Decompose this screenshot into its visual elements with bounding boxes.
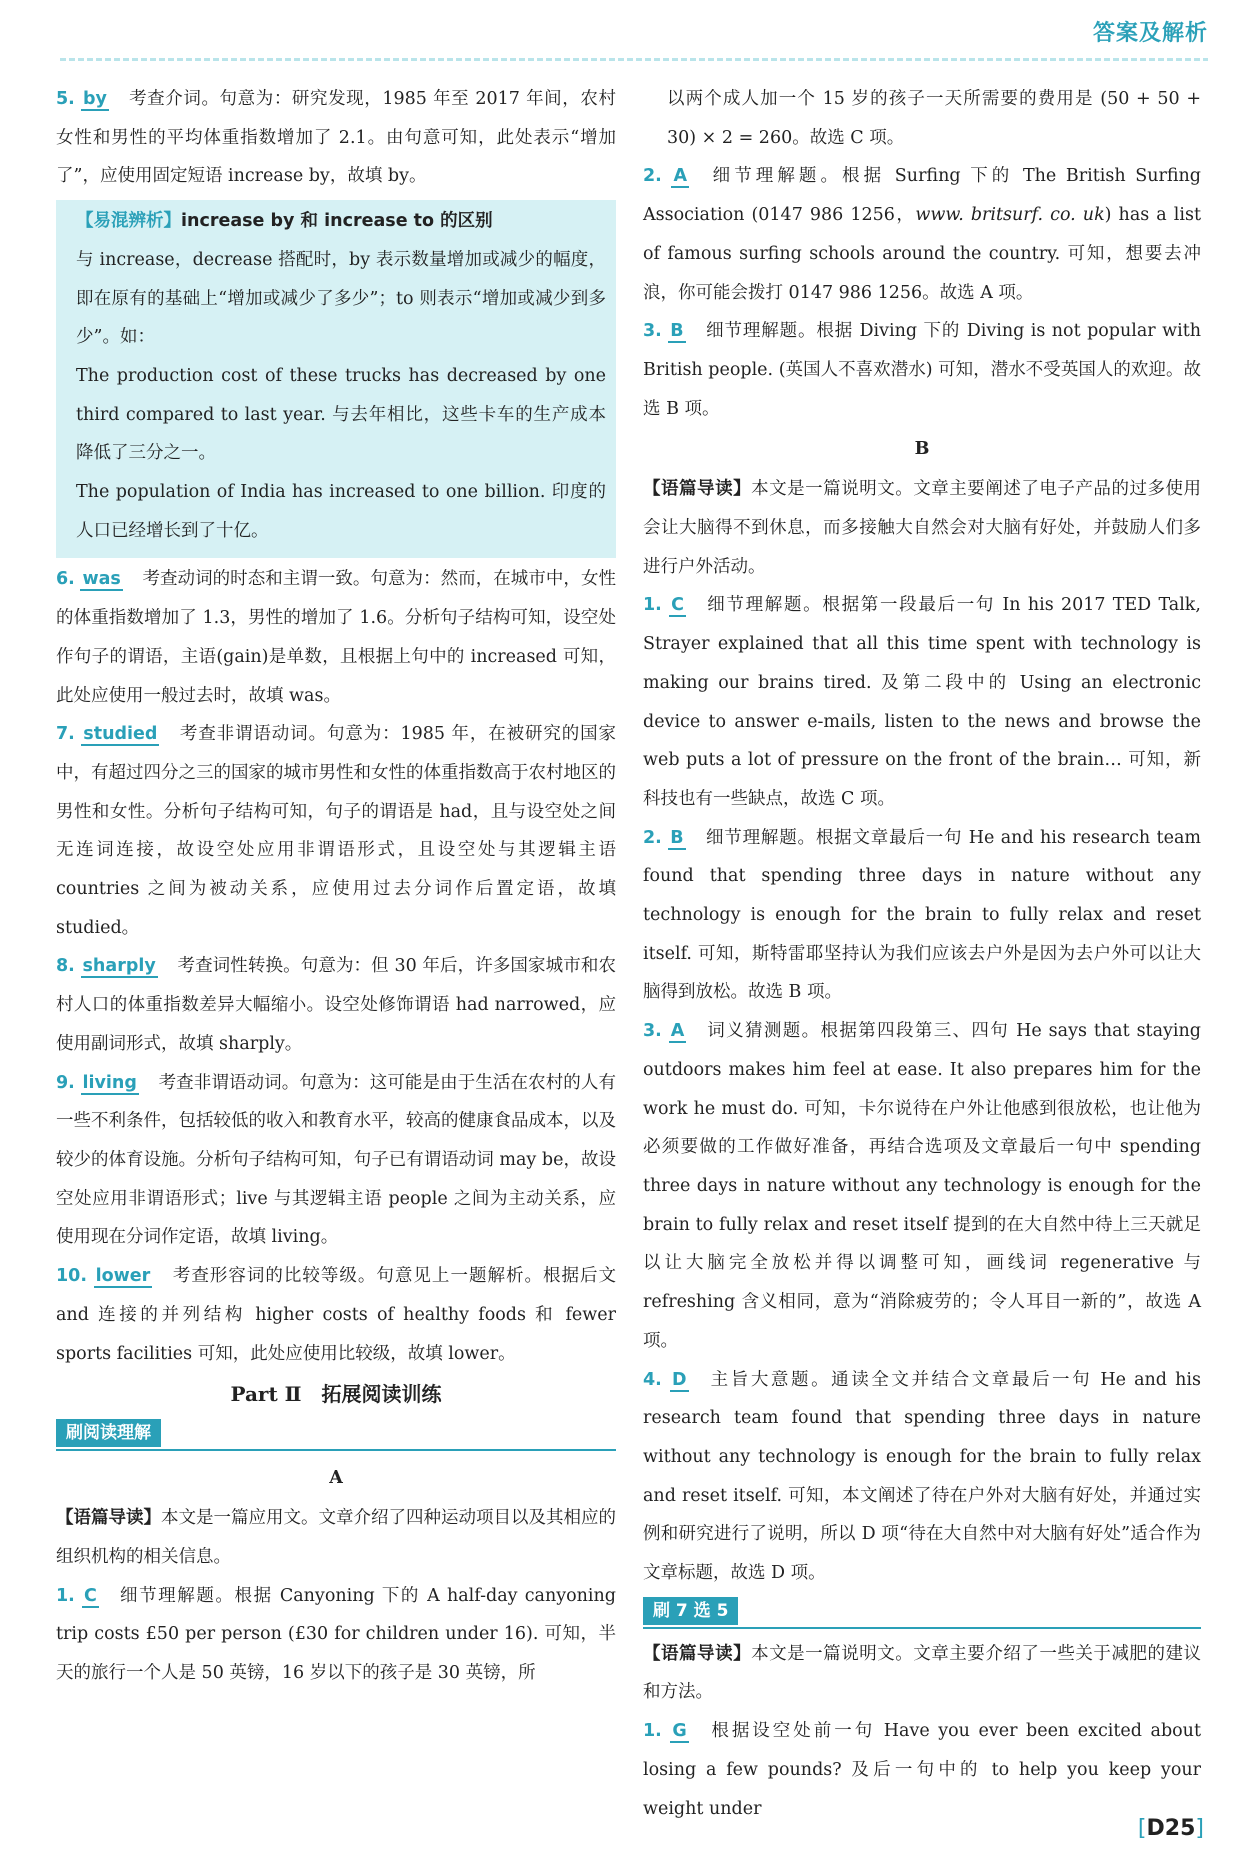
passage-lead-b [643,470,1201,586]
item-answer: studied [83,724,158,745]
item-number: 2. [643,166,662,187]
item-explanation: 细节理解题。根据第一段最后一句 In his 2017 TED Talk, Strayer explained that all this time spent with technology is making our brains tired. 及第二段中的 Using an electronic device to answer e-mails, listen to the news and browse the web puts a lot of pressure on the front of the brain… 可知，新科技也有一些缺点，故选 C 项。 [643,595,1201,809]
lead-tag: 【语篇导读】 [643,1643,752,1664]
answer-item-a3 [643,312,1201,428]
page-bracket-close: ] [1195,1816,1204,1841]
answer-item-6 [56,560,616,715]
answer-item-c1 [643,1712,1201,1828]
answer-item-8 [56,947,616,1063]
item-answer: B [670,827,684,848]
header-divider [60,58,1208,61]
part-title: Part Ⅱ 拓展阅读训练 [230,1382,442,1407]
item-explanation: 考查介词。句意为：研究发现，1985 年至 2017 年间，农村女性和男性的平均体重指数增加了 2.1。由句意可知，此处表示“增加了”，应使用固定短语 increase by，故填 by。 [56,89,616,187]
answer-item-10 [56,1257,616,1373]
passage-lead-c [643,1635,1201,1712]
section-bar-seven-five [643,1597,1201,1629]
item-explanation: 细节理解题。根据文章最后一句 He and his research team found that spending three days in nature without any technology is enough for the brain to fully relax and reset itself. 可知，斯特雷耶坚持认为我们应该去户外是因为去户外可以让大脑得到放松。故选 B 项。 [643,827,1201,1003]
answer-item-7 [56,715,616,947]
item-answer: C [83,1585,97,1606]
passage-lead-a [56,1499,616,1576]
note-body-3: The population of India has increased to one billion. 印度的人口已经增长到了十亿。 [76,482,606,541]
item-answer: lower [95,1266,151,1287]
item-explanation-end: ) has a list of famous surfing schools around the country. 可知，想要去冲浪，你可能会拨打 0147 986 1256。故选 A 项。 [643,205,1201,303]
lead-text: 本文是一篇应用文。文章介绍了四种运动项目以及其相应的组织机构的相关信息。 [56,1508,616,1567]
item-explanation: 细节理解题。根据 Diving 下的 Diving is not popular with British people. (英国人不喜欢潜水) 可知，潜水不受英国人的欢迎。故选 B 项。 [643,321,1201,419]
lead-tag: 【语篇导读】 [56,1508,161,1529]
item-answer: living [82,1072,137,1093]
item-number: 4. [643,1369,662,1390]
lead-text: 本文是一篇说明文。文章主要介绍了一些关于减肥的建议和方法。 [643,1643,1202,1703]
item-explanation: 考查动词的时态和主谓一致。句意为：然而，在城市中，女性的体重指数增加了 1.3，男性的增加了 1.6。分析句子结构可知，设空处作句子的谓语，主语(gain)是单数，且根据上句中的 increased 可知，此处应使用一般过去时，故填 was。 [56,569,616,706]
answer-item-9 [56,1064,616,1258]
item-answer: sharply [82,956,156,977]
answer-item-a1 [56,1577,616,1693]
header-title: 答案及解析 [1092,21,1208,46]
item-explanation: 根据设空处前一句 Have you ever been excited about losing a few pounds? 及后一句中的 to help you keep your weight under [643,1721,1201,1819]
section-label: 刷阅读理解 [56,1419,161,1447]
answer-item-b3 [643,1012,1201,1360]
continuation-text: 以两个成人加一个 15 岁的孩子一天所需要的费用是 (50 + 50 + 30) × 2 = 260。故选 C 项。 [667,89,1201,148]
note-body-2: The production cost of these trucks has decreased by one third compared to last year. 与去年相比，这些卡车的生产成本降低了三分之一。 [76,365,606,464]
item-answer: B [670,321,684,342]
item-explanation: 主旨大意题。通读全文并结合文章最后一句 He and his research team found that spending three days in nature without any technology is enough for the brain to fully relax and reset itself. 可知，本文阐述了待在户外对大脑有好处，并通过实例和研究进行了说明，所以 D 项“待在大自然中对大脑有好处”适合作为文章标题，故选 D 项。 [643,1369,1201,1584]
note-box [56,200,616,558]
lead-text: 本文是一篇说明文。文章主要阐述了电子产品的过多使用会让大脑得不到休息，而多接触大自然会对大脑有好处，并鼓励人们多进行户外活动。 [643,479,1202,577]
page-bracket-open: [ [1137,1816,1147,1841]
page-number [1138,1816,1204,1841]
passage-label-b: B [914,439,930,460]
item-number: 3. [643,321,662,342]
left-column [56,80,616,1693]
item-answer: A [670,1021,685,1042]
item-answer: D [671,1369,687,1390]
lead-tag: 【语篇导读】 [643,479,752,500]
item-number: 1. [643,1721,662,1742]
note-tag: 【易混辨析】 [76,211,181,232]
item-explanation: 词义猜测题。根据第四段第三、四句 He says that staying outdoors makes him feel at ease. It also prepares him for the work he must do. 可知，卡尔说待在户外让他感到很放松，也让他为必须要做的工作做好准备，再结合选项及文章最后一句中 spending three days in nature without any technology is enough for the brain to fully relax and reset itself 提到的在大自然中待上三天就足以让大脑完全放松并得以调整可知，画线词 regenerative 与 refreshing 含义相同，意为“消除疲劳的；令人耳目一新的”，故选 A 项。 [643,1021,1201,1351]
note-body-1: 与 increase，decrease 搭配时，by 表示数量增加或减少的幅度，即在原有的基础上“增加或减少了多少”；to 则表示“增加或减少到多少”。如： [76,249,606,348]
item-answer: G [672,1721,687,1742]
item-explanation: 考查词性转换。句意为：但 30 年后，许多国家城市和农村人口的体重指数差异大幅缩小。设空处修饰谓语 had narrowed，应使用副词形式，故填 sharply。 [56,956,616,1054]
item-explanation: 细节理解题。根据 Surfing 下的 The British Surfing Association (0147 986 1256， [643,166,1201,226]
answer-item-b4 [643,1361,1201,1593]
item-number: 1. [56,1585,75,1606]
note-title [76,202,606,241]
right-column [643,80,1201,1828]
item-number: 6. [56,569,75,590]
section-label: 刷 7 选 5 [643,1597,738,1625]
item-number: 10. [56,1266,88,1287]
note-heading: increase by 和 increase to 的区别 [181,211,493,232]
item-number: 3. [643,1021,662,1042]
item-number: 9. [56,1072,75,1093]
item-number: 1. [643,595,662,616]
item-number: 8. [56,956,75,977]
answer-item-a2 [643,157,1201,312]
item-explanation: 细节理解题。根据 Canyoning 下的 A half-day canyoning trip costs £50 per person (£30 for children under 16). 可知，半天的旅行一个人是 50 英镑，16 岁以下的孩子是 30 英镑，所 [56,1585,616,1684]
item-answer: by [82,89,107,109]
item-explanation: 考查形容词的比较等级。句意见上一题解析。根据后文 and 连接的并列结构 higher costs of healthy foods 和 fewer sports facilities 可知，此处应使用比较级，故填 lower。 [56,1266,616,1364]
item-explanation: 考查非谓语动词。句意为：1985 年，在被研究的国家中，有超过四分之三的国家的城市男性和女性的体重指数高于农村地区的男性和女性。分析句子结构可知，句子的谓语是 had，且与设空处之间无连词连接，故设空处应用非谓语形式，且设空处与其逻辑主语 countries 之间为被动关系，应使用过去分词作后置定语，故填 studied。 [56,724,616,938]
item-explanation: 考查非谓语动词。句意为：这可能是由于生活在农村的人有一些不利条件，包括较低的收入和教育水平，较高的健康食品成本，以及较少的体育设施。分析句子结构可知，句子已有谓语动词 may be，故设空处应用非谓语形式；live 与其逻辑主语 people 之间为主动关系，应使用现在分词作定语，故填 living。 [56,1072,616,1248]
section-bar-reading [56,1419,616,1451]
answer-item-5 [56,80,616,196]
answer-item-b2 [643,819,1201,1013]
item-number: 2. [643,827,662,848]
item-number: 5. [56,89,75,109]
item-answer: C [671,595,684,616]
answer-item-b1 [643,586,1201,818]
item-answer: was [82,569,121,590]
passage-label-a: A [329,1468,343,1489]
item-number: 7. [56,724,75,745]
item-url: www. britsurf. co. uk [915,205,1105,226]
page-number-text: D25 [1146,1816,1196,1841]
item-answer: A [673,166,688,187]
